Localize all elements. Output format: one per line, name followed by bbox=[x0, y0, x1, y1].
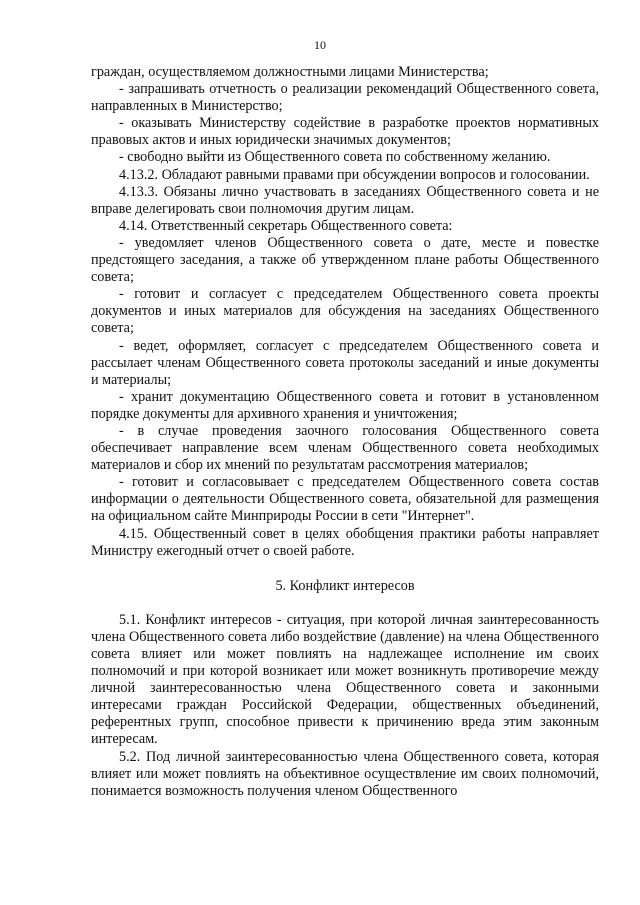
paragraphs-after-section bbox=[91, 612, 599, 800]
paragraph: - готовит и согласовывает с председателем Общественного совета состав информации о деятельности Общественного совета, обязательной для размещения на официальном сайте Минприроды России в сети "Интернет". bbox=[91, 474, 599, 525]
paragraph: - хранит документацию Общественного совета и готовит в установленном порядке документы для архивного хранения и уничтожения; bbox=[91, 388, 599, 422]
document-body bbox=[91, 64, 599, 800]
paragraph: 4.13.3. Обязаны лично участвовать в заседаниях Общественного совета и не вправе делегировать свои полномочия другим лицам. bbox=[91, 183, 599, 217]
paragraph: - оказывать Министерству содействие в разработке проектов нормативных правовых актов и иных юридически значимых документов; bbox=[91, 115, 599, 149]
page-number: 10 bbox=[314, 38, 326, 52]
paragraph: - уведомляет членов Общественного совета о дате, месте и повестке предстоящего заседания, а также об утвержденном плане работы Общественного совета; bbox=[91, 234, 599, 286]
paragraph: 4.15. Общественный совет в целях обобщения практики работы направляет Министру ежегодный отчет о своей работе. bbox=[91, 525, 599, 559]
paragraph: 5.2. Под личной заинтересованностью члена Общественного совета, которая влияет или может повлиять на объективное осуществление им своих полномочий, понимается возможность получения членом Общественного bbox=[91, 748, 599, 799]
paragraph: - свободно выйти из Общественного совета по собственному желанию. bbox=[119, 149, 551, 166]
paragraph: - в случае проведения заочного голосования Общественного совета обеспечивает направление всем членам Общественного совета необходимых материалов и сбор их мнений по результатам рассмотрения материалов; bbox=[91, 422, 599, 474]
paragraphs-before-section bbox=[91, 64, 599, 560]
paragraph: граждан, осуществляемом должностными лицами Министерства; bbox=[91, 64, 489, 80]
paragraph: 4.13.2. Обладают равными правами при обсуждении вопросов и голосовании. bbox=[119, 166, 590, 183]
paragraph: - запрашивать отчетность о реализации рекомендаций Общественного совета, направленных в Министерство; bbox=[91, 81, 599, 115]
paragraph: - ведет, оформляет, согласует с председателем Общественного совета и рассылает членам Общественного совета протоколы заседаний и иные документы и материалы; bbox=[91, 337, 599, 388]
paragraph: - готовит и согласует с председателем Общественного совета проекты документов и иных материалов для обсуждения на заседаниях Общественного совета; bbox=[91, 286, 599, 337]
paragraph: 5.1. Конфликт интересов - ситуация, при которой личная заинтересованность члена Общественного совета либо воздействие (давление) на члена Общественного совета влияет или может повлиять на надлежащее исполнение им своих полномочий и при которой возникает или может возникнуть противоречие между личной заинтересованностью члена Общественного совета и законными интересами граждан Российской Федерации, общественных объединений, референтных групп, способное привести к причинению вреда этим законным интересам. bbox=[91, 611, 599, 748]
paragraph: 4.14. Ответственный секретарь Общественного совета: bbox=[119, 217, 453, 234]
section-title: 5. Конфликт интересов bbox=[275, 577, 415, 594]
